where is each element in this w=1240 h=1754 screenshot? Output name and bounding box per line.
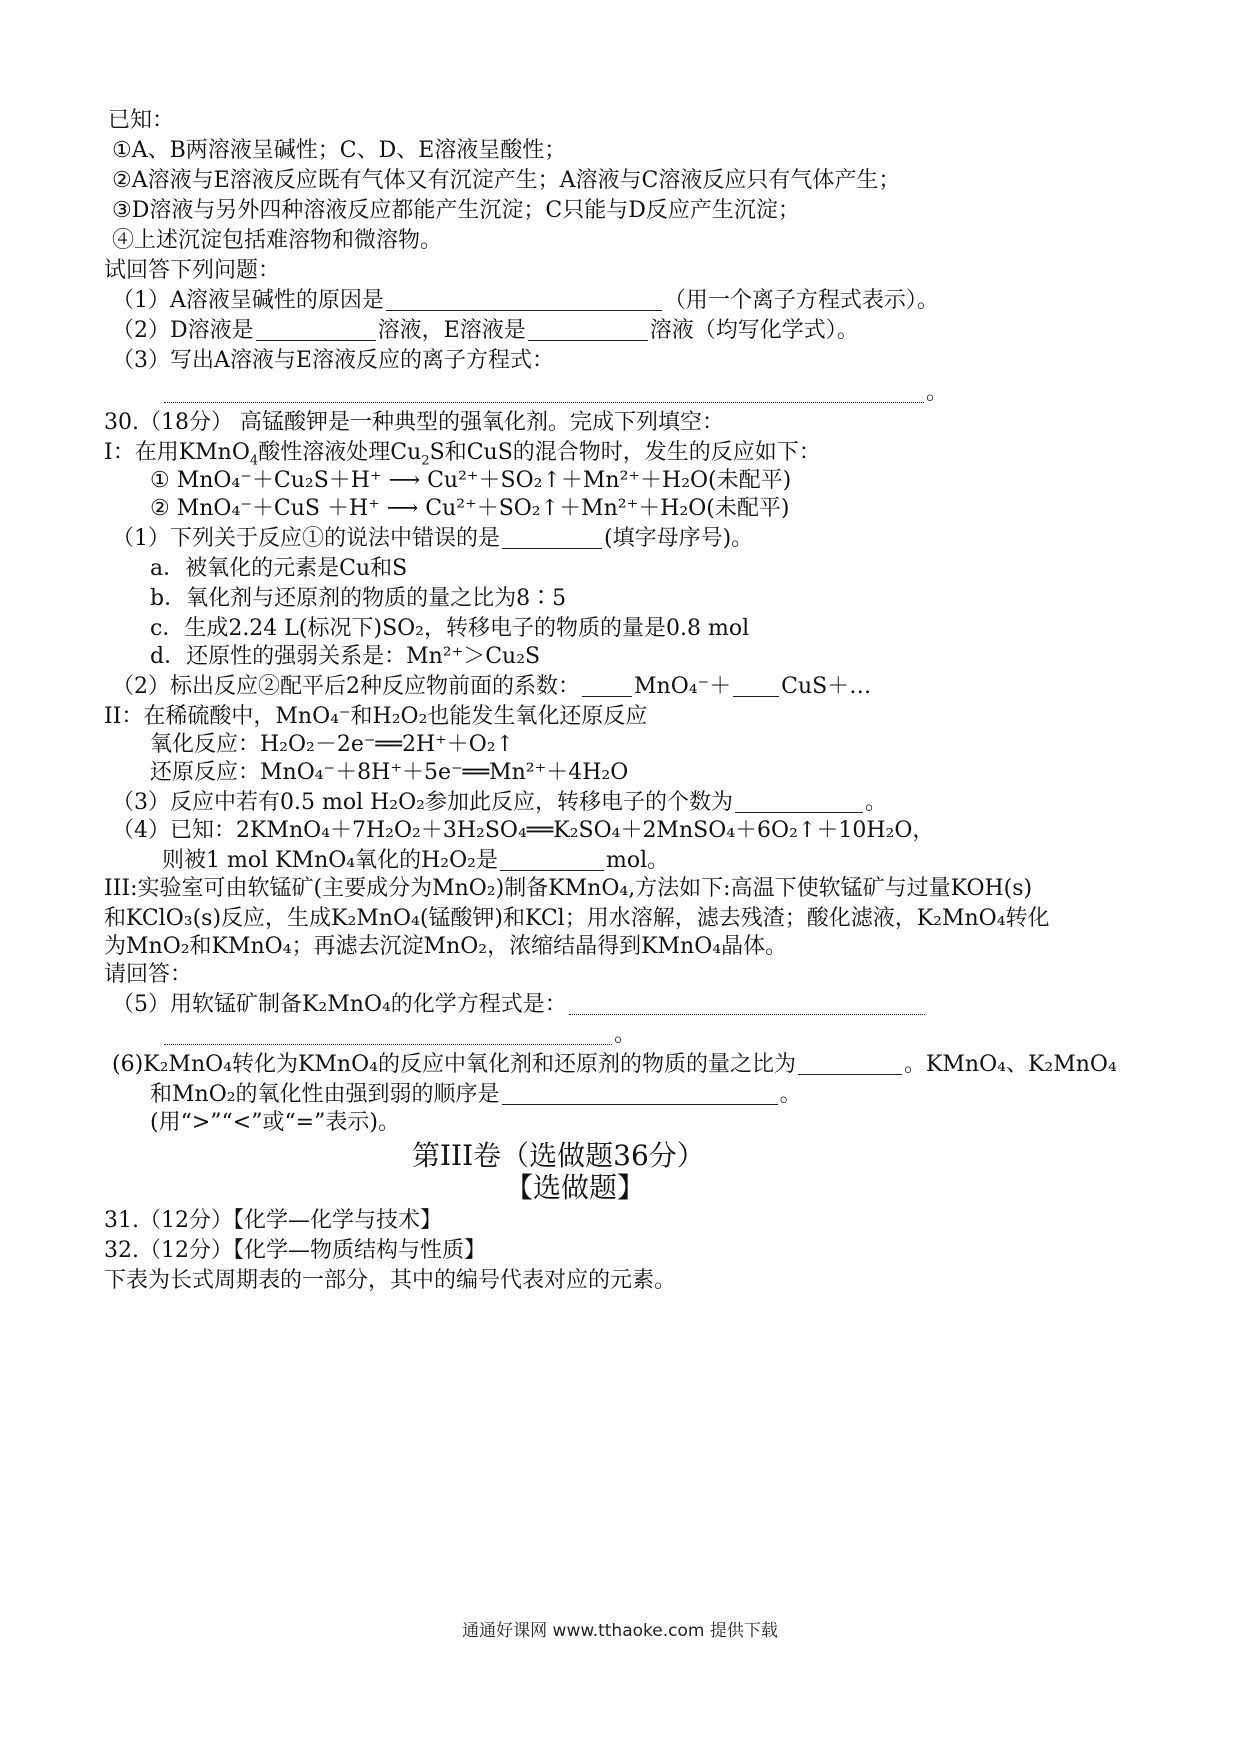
question-3 [112, 346, 554, 376]
answer-blank[interactable] [528, 318, 648, 341]
p30-question-5-cont [162, 1020, 636, 1050]
problem-32 [104, 1236, 486, 1266]
question-text: （2）D溶液是 [112, 318, 254, 343]
p30-question-6-line2 [150, 1080, 802, 1110]
oxidation-reaction [150, 730, 514, 760]
question-text: (用“>”“<”或“=”表示)。 [150, 1110, 400, 1135]
known-title [108, 106, 174, 136]
page-footer [0, 1616, 1240, 1641]
problem-header-text: 30.（18分） 高锰酸钾是一种典型的强氧化剂。完成下列填空： [104, 410, 724, 435]
question-3-answer [162, 378, 948, 408]
question-text: （2）标出反应②配平后2种反应物前面的系数： [112, 674, 580, 699]
known-condition-2 [112, 166, 900, 196]
period-text: 。 [779, 1082, 802, 1107]
p30-question-2 [112, 672, 871, 702]
answer-blank[interactable] [502, 526, 602, 549]
question-text: 则被1 mol KMnO₄氧化的H₂O₂是 [162, 848, 498, 873]
problem-30-part2 [104, 702, 647, 732]
part-text: S和CuS的混合物时，发生的反应如下： [429, 440, 821, 465]
equation-text: （4）已知：2KMnO₄＋7H₂O₂＋3H₂SO₄══K₂SO₄＋2MnSO₄＋6O₂↑＋10H₂O， [112, 818, 935, 843]
question-text: 和MnO₂的氧化性由强到弱的顺序是 [150, 1082, 500, 1107]
ask-text: 请回答： [104, 962, 193, 987]
question-text: mol。 [605, 848, 670, 873]
problem-30-header [104, 408, 724, 438]
footer-text: 通通好课网 www.tthaoke.com 提供下载 [462, 1621, 778, 1641]
period-text: 。 [864, 790, 887, 815]
problem-text: 下表为长式周期表的一部分，其中的编号代表对应的元素。 [104, 1268, 677, 1293]
option-text: b．氧化剂与还原剂的物质的量之比为8∶5 [150, 586, 567, 611]
answer-blank[interactable] [386, 288, 662, 311]
period-text: 。 [926, 380, 949, 405]
period-text: 。 [614, 1022, 637, 1047]
known-condition-4 [112, 226, 442, 256]
answer-blank[interactable] [164, 380, 924, 403]
reaction-2 [150, 494, 789, 524]
part-text: 和KClO₃(s)反应，生成K₂MnO₄(锰酸钾)和KCl；用水溶解，滤去残渣；酸化滤液，K₂MnO₄转化 [104, 906, 1050, 931]
known-condition-1 [112, 136, 566, 166]
question-1 [112, 286, 939, 316]
answer-blank[interactable] [735, 790, 863, 813]
equation-text: ② MnO₄⁻＋CuS ＋H⁺ ⟶ Cu²⁺＋SO₂↑＋Mn²⁺＋H₂O(未配平) [150, 496, 790, 521]
condition-text: ①A、B两溶液呈碱性；C、D、E溶液呈酸性； [112, 138, 567, 163]
problem-32-text [104, 1266, 676, 1296]
question-text: （5）用软锰矿制备K₂MnO₄的化学方程式是： [112, 992, 567, 1017]
p30-question-4-ask [162, 846, 669, 876]
question-text: （3）反应中若有0.5 mol H₂O₂参加此反应，转移电子的个数为 [112, 790, 733, 815]
please-answer [104, 960, 192, 990]
reaction-1 [150, 466, 791, 496]
p30-question-5 [112, 990, 927, 1020]
known-condition-3 [112, 196, 800, 226]
part-text: I：在用KMnO [104, 440, 250, 465]
answer-blank[interactable] [256, 318, 376, 341]
problem-30-part3-line3 [104, 932, 787, 962]
subscript: 4 [249, 453, 259, 469]
answer-blank[interactable] [500, 848, 604, 871]
option-text: c．生成2.24 L(标况下)SO₂，转移电子的物质的量是0.8 mol [150, 616, 750, 641]
option-text: a．被氧化的元素是Cu和S [150, 556, 408, 581]
part-text: III:实验室可由软锰矿(主要成分为MnO₂)制备KMnO₄,方法如下:高温下使软锰矿与过量KOH(s) [104, 876, 1033, 901]
question-2 [112, 316, 859, 346]
equation-text: 还原反应：MnO₄⁻＋8H⁺＋5e⁻══Mn²⁺＋4H₂O [150, 760, 629, 785]
problem-text: 31.（12分）【化学—化学与技术】 [104, 1208, 442, 1233]
known-title-text: 已知： [108, 108, 175, 133]
option-d [150, 642, 540, 672]
p30-question-3 [112, 788, 887, 818]
question-text: (6)K₂MnO₄转化为KMnO₄的反应中氧化剂和还原剂的物质的量之比为 [112, 1052, 796, 1077]
section-3-subtitle [505, 1170, 645, 1206]
answer-blank[interactable] [502, 1082, 778, 1105]
section-subtitle-text: 【选做题】 [505, 1171, 646, 1204]
part-text: 酸性溶液处理Cu [258, 440, 422, 465]
option-c [150, 614, 749, 644]
equation-text: ① MnO₄⁻＋Cu₂S＋H⁺ ⟶ Cu²⁺＋SO₂↑＋Mn²⁺＋H₂O(未配平) [150, 468, 792, 493]
question-text: 溶液，E溶液是 [377, 318, 526, 343]
question-text: 。KMnO₄、K₂MnO₄ [903, 1052, 1117, 1077]
option-a [150, 554, 407, 584]
question-text: （1）A溶液呈碱性的原因是 [112, 288, 384, 313]
question-text: MnO₄⁻＋ [634, 674, 732, 699]
p30-question-6 [112, 1050, 1117, 1080]
reduction-reaction [150, 758, 628, 788]
p30-question-4 [112, 816, 934, 846]
problem-30-part3-line2 [104, 904, 1050, 934]
question-text: (填字母序号)。 [604, 526, 754, 551]
question-text: （3）写出A溶液与E溶液反应的离子方程式： [112, 348, 554, 373]
problem-30-part1 [104, 438, 821, 468]
p30-question-1 [112, 524, 753, 554]
question-text: 溶液（均写化学式）。 [649, 318, 859, 343]
problem-text: 32.（12分）【化学—物质结构与性质】 [104, 1238, 486, 1263]
option-text: d．还原性的强弱关系是：Mn²⁺＞Cu₂S [150, 644, 541, 669]
condition-text: ③D溶液与另外四种溶液反应都能产生沉淀；C只能与D反应产生沉淀； [112, 198, 800, 223]
question-text: （1）下列关于反应①的说法中错误的是 [112, 526, 500, 551]
section-title-text: 第III卷（选做题36分） [412, 1139, 705, 1172]
answer-intro-text: 试回答下列问题： [104, 258, 281, 283]
subscript: 2 [421, 453, 430, 469]
question-text: （用一个离子方程式表示）。 [663, 288, 939, 313]
part-text: II：在稀硫酸中，MnO₄⁻和H₂O₂也能发生氧化还原反应 [104, 704, 648, 729]
answer-blank[interactable] [582, 674, 632, 697]
part-text: 为MnO₂和KMnO₄；再滤去沉淀MnO₂，浓缩结晶得到KMnO₄晶体。 [104, 934, 788, 959]
problem-31 [104, 1206, 442, 1236]
p30-question-6-line3 [150, 1108, 400, 1138]
answer-blank[interactable] [164, 1022, 612, 1045]
equation-text: 氧化反应：H₂O₂－2e⁻══2H⁺＋O₂↑ [150, 732, 515, 757]
question-text: CuS＋… [781, 674, 872, 699]
answer-blank[interactable] [569, 992, 925, 1015]
answer-blank[interactable] [733, 674, 779, 697]
problem-30-part3-line1 [104, 874, 1032, 904]
section-3-title [412, 1138, 705, 1174]
answer-intro [104, 256, 280, 286]
option-b [150, 584, 566, 614]
answer-blank[interactable] [798, 1052, 902, 1075]
condition-text: ④上述沉淀包括难溶物和微溶物。 [112, 228, 443, 253]
condition-text: ②A溶液与E溶液反应既有气体又有沉淀产生；A溶液与C溶液反应只有气体产生； [112, 168, 901, 193]
